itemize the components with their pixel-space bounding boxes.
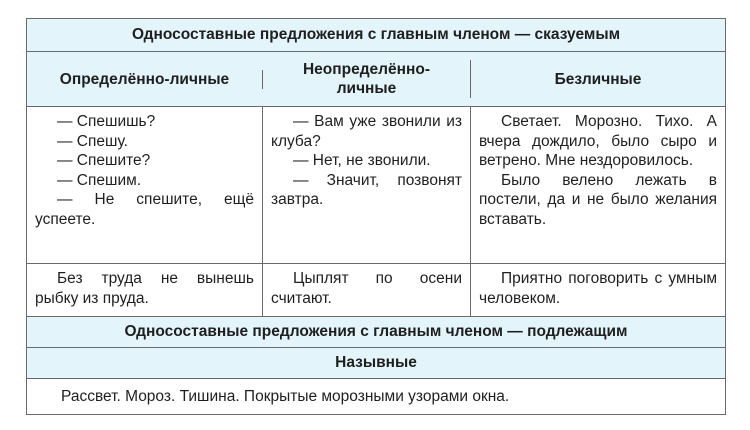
subject-section-header (27, 317, 725, 348)
proverbs-row (27, 264, 725, 317)
definite-personal-examples: — Спешишь? — Спешу. — Спешите? — Спешим. — Не спешите, ещё успеете. (27, 107, 263, 263)
column-header-indefinite-personal (263, 60, 471, 98)
definite-personal-proverb: Без труда не вынешь рыбку из пруда. (27, 264, 263, 316)
column-header-impersonal: Безличные (554, 70, 642, 88)
subject-section-title: Односоставные предложения с главным членом — подлежащим (124, 323, 628, 340)
indefinite-personal-header-text: Неопределённо- личные (302, 61, 430, 97)
indefinite-personal-examples: — Вам уже звонили из клуба? — Нет, не звонили. — Значит, позвонят завтра. (263, 107, 471, 263)
predicate-section-title: Односоставные предложения с главным членом — сказуемым (131, 26, 621, 43)
indefinite-personal-proverb: Цыплят по осени считают. (263, 264, 471, 316)
column-headers-row (27, 52, 725, 107)
impersonal-examples: Светает. Морозно. Тихо. А вчера дождило, было сыро и ветрено. Мне нездоровилось. Было велено лежать в постели, да и не было желания вставать. (479, 113, 717, 228)
nominative-example-row (27, 379, 725, 414)
nominative-header (27, 348, 725, 379)
impersonal-proverb: Приятно поговорить с умным человеком. (479, 270, 717, 307)
nominative-example: Рассвет. Мороз. Тишина. Покрытые морозными узорами окна. (61, 387, 510, 405)
examples-row (27, 107, 725, 264)
predicate-section-header (27, 19, 725, 52)
one-part-sentences-table (26, 18, 726, 415)
nominative-title: Назывные (335, 354, 417, 371)
column-header-definite-personal: Определённо-личные (27, 70, 263, 89)
